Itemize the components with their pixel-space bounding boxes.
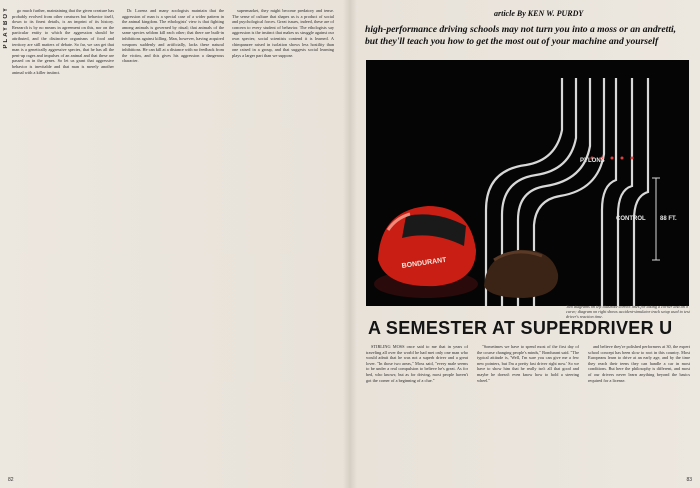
magazine-side-label: PLAYBOY — [3, 6, 9, 49]
left-page-column-1 — [12, 8, 114, 474]
photo-caption: Two diagrams on left illustrate correct lines for taking a corner and an S curve; diagram on right shows accident-simulator track setup used to test driver's reaction time. — [566, 304, 690, 320]
illustration-photo — [366, 60, 689, 306]
left-page-number: 82 — [8, 477, 14, 483]
pylons-label: PYLONS — [580, 158, 605, 164]
article-deck: high-performance driving schools may not turn you into a moss or an andretti, but they'll teach you how to get the most out of your machine and yourself — [365, 24, 677, 47]
right-page-number: 83 — [686, 477, 692, 483]
right-page-column-2 — [477, 344, 579, 476]
distance-label: 88 FT. — [660, 216, 677, 222]
helmet-brand-text: BONDURANT — [401, 256, 447, 270]
body-text: and believe they're polished performers at 30, the expert school concept has been slow to root in this country. Most Europeans learn to drive at an early age, and by the time they reach their teens they can handle a car in most conditions. But here the philosophy is different, and most of our drivers never learn anything beyond the basics required for a license. — [588, 344, 690, 383]
body-text: go much further, maintaining that the given creature has probably evolved from other creatures but behavior itself, down to its finest details, is an imprint of its history. Research is by no means in agreement on this, nor on the particular entity to which the aggression should be attributed, and the distinctive organisms of food and territory are still matters of debate. So far, we can get that man is a genetically aggressive species, that he has all the pent-up rages and impulses of an animal and that these are passed on in the genes. So let us grant that aggressive behavior is inevitable and that man is merely another animal with a killer instinct. — [12, 8, 114, 75]
body-text: STIRLING MOSS once said to me that in years of traveling all over the world he had met only one man who would admit that he was not a superb driver and a great lover. "In those two areas," Moss said, "every male seems to be under a real compulsion to believe he's great. As for bed, who knows; but as for driving, most people haven't got the corner of a beginning of a clue." — [366, 344, 468, 383]
control-label: CONTROL — [616, 216, 646, 222]
article-byline: article By KEN W. PURDY — [494, 9, 584, 18]
right-page-column-1 — [366, 344, 468, 476]
article-headline: A SEMESTER AT SUPERDRIVER U — [368, 318, 673, 338]
body-text: supermarket, they might become predatory and tense. The sense of culture that shapes us is a product of social and psychological forces. Great issues, indeed, these are of concern to every student of behavior. The ethologists say aggression is the instinct that makes us struggle against our own species; social scientists contend it is learned. A chimpanzee raised in isolation shows less hostility than one raised in a group, and that suggests social learning plays a larger part than we suppose. — [232, 8, 334, 58]
body-text: Dr. Lorenz and many zoologists maintain that the aggression of man is a special case of a wider pattern in the animal kingdom. The ethologists' view is that fighting among animals is governed by ritual; that animals of the same species seldom kill each other; that there are built-in inhibitions against killing. Man, however, having acquired weapons suddenly and artificially, lacks these natural inhibitions. He can kill at a distance with no feedback from the victim, and this gives his aggression a dangerous character. — [122, 8, 224, 64]
body-text: "Sometimes we have to spend most of the first day of the course changing people's minds," Bondurant said. "The typical attitude is, 'Well, I'm sure you can give me a few new pointers, but I'm a pretty fast driver right now.' So we have to show him that he really isn't all that good and maybe he doesn't even know how to hold a steering wheel." — [477, 344, 579, 383]
track-diagram-illustration — [366, 60, 689, 306]
left-page-column-2 — [122, 8, 224, 474]
right-page-column-3 — [588, 344, 690, 476]
left-page-column-3 — [232, 8, 334, 474]
